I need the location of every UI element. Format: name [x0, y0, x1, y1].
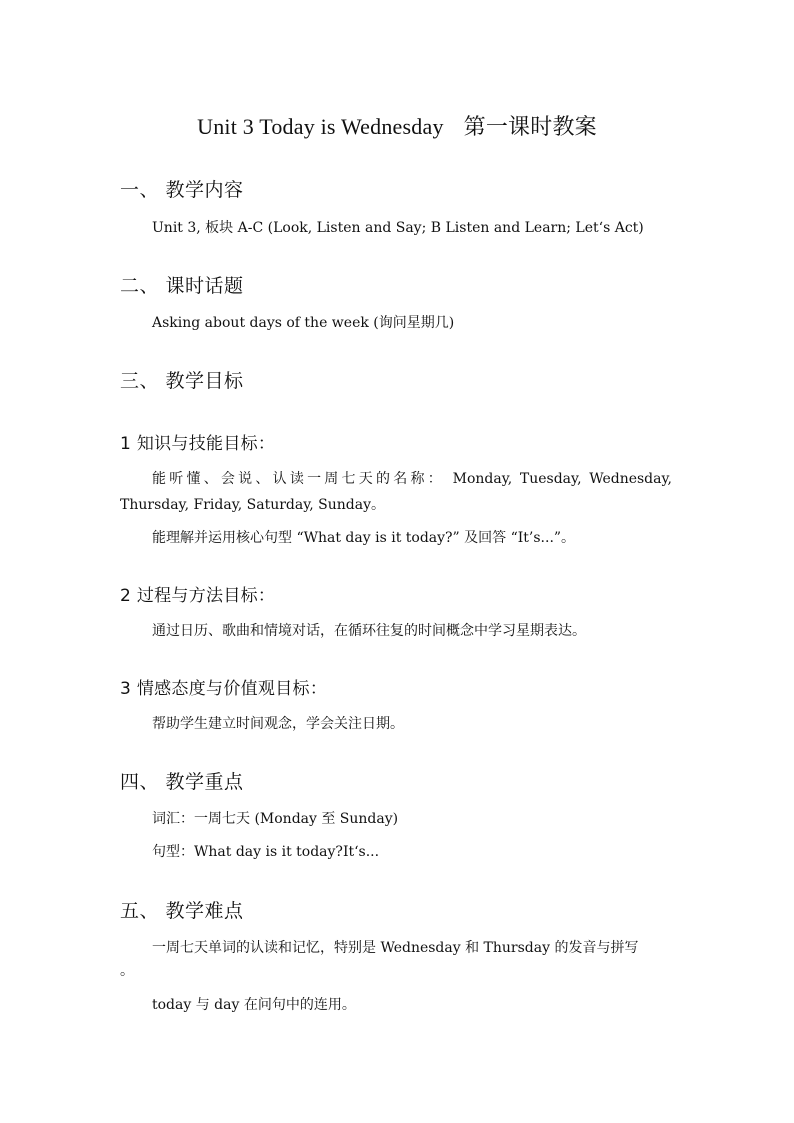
teaching-content-text: Unit 3, 板块 A-C (Look, Listen and Say; B Listen and Learn; Let‘s Act): [152, 220, 644, 236]
difficulties-line-1-wrap: 。: [120, 963, 134, 979]
goal-process-line-1: 通过日历、歌曲和情境对话，在循环往复的时间概念中学习星期表达。: [152, 623, 586, 639]
section-heading-key-points: 四、 教学重点: [120, 771, 244, 793]
document-title-english: Unit 3 Today is Wednesday: [197, 114, 444, 139]
goal-emotion-line-1: 帮助学生建立时间观念，学会关注日期。: [152, 716, 404, 732]
goal-knowledge-line-2: Thursday, Friday, Saturday, Sunday。: [120, 497, 386, 513]
goal-knowledge-line-3: 能理解并运用核心句型 “What day is it today?” 及回答 “It’s...”。: [152, 530, 576, 546]
section-heading-lesson-topic: 二、 课时话题: [120, 275, 244, 297]
document-title-chinese: 第一课时教案: [463, 115, 597, 140]
difficulties-line-1: 一周七天单词的认读和记忆，特别是 Wednesday 和 Thursday 的发音与拼写: [152, 940, 639, 956]
key-points-sentence-pattern: 句型：What day is it today?It‘s...: [152, 844, 380, 860]
section-heading-difficulties: 五、 教学难点: [120, 900, 244, 922]
document-title: [0, 110, 794, 141]
lesson-topic-text: Asking about days of the week (询问星期几): [152, 315, 455, 331]
goal-heading-process-methods: 2 过程与方法目标：: [120, 586, 276, 606]
goal-knowledge-line-1: 能听懂、会说、认读一周七天的名称： Monday, Tuesday, Wednesday,: [152, 471, 672, 487]
goal-heading-knowledge-skills: 1 知识与技能目标：: [120, 434, 276, 454]
key-points-vocabulary: 词汇：一周七天 (Monday 至 Sunday): [152, 811, 399, 827]
difficulties-line-2: today 与 day 在问句中的连用。: [152, 997, 356, 1013]
section-heading-teaching-content: 一、 教学内容: [120, 179, 244, 201]
goal-heading-emotion-values: 3 情感态度与价值观目标：: [120, 679, 328, 699]
section-heading-teaching-goals: 三、 教学目标: [120, 370, 244, 392]
